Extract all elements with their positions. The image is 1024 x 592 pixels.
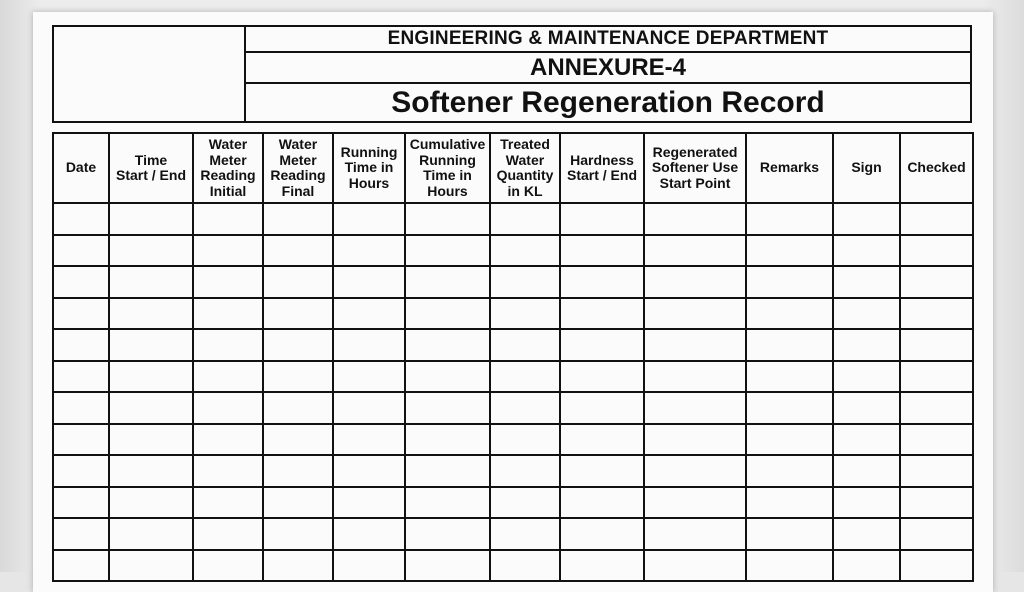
table-cell — [109, 298, 193, 330]
table-cell — [263, 266, 333, 298]
table-cell — [193, 518, 263, 550]
table-cell — [746, 361, 833, 393]
table-row — [53, 329, 973, 361]
table-cell — [193, 424, 263, 456]
table-cell — [746, 424, 833, 456]
table-cell — [405, 487, 490, 519]
table-cell — [405, 235, 490, 267]
table-cell — [53, 518, 109, 550]
table-cell — [53, 361, 109, 393]
table-cell — [746, 392, 833, 424]
table-cell — [644, 487, 746, 519]
table-cell — [746, 235, 833, 267]
table-cell — [833, 203, 900, 235]
table-cell — [644, 518, 746, 550]
table-row — [53, 455, 973, 487]
table-cell — [333, 361, 405, 393]
table-cell — [53, 392, 109, 424]
table-cell — [53, 203, 109, 235]
table-cell — [833, 266, 900, 298]
table-cell — [644, 329, 746, 361]
table-cell — [193, 329, 263, 361]
column-header-checked: Checked — [900, 133, 973, 203]
table-row — [53, 518, 973, 550]
table-cell — [644, 361, 746, 393]
table-cell — [109, 455, 193, 487]
table-cell — [263, 487, 333, 519]
table-cell — [405, 203, 490, 235]
table-cell — [405, 329, 490, 361]
table-cell — [109, 392, 193, 424]
table-cell — [900, 455, 973, 487]
column-header-running-time: Running Time in Hours — [333, 133, 405, 203]
table-cell — [109, 329, 193, 361]
table-cell — [109, 518, 193, 550]
table-cell — [644, 298, 746, 330]
column-header-hardness: Hardness Start / End — [560, 133, 644, 203]
table-row — [53, 266, 973, 298]
table-row — [53, 203, 973, 235]
department-name: ENGINEERING & MAINTENANCE DEPARTMENT — [246, 27, 970, 53]
table-cell — [405, 266, 490, 298]
table-cell — [833, 329, 900, 361]
table-cell — [193, 235, 263, 267]
table-cell — [833, 550, 900, 582]
form-header — [52, 25, 972, 123]
table-cell — [405, 424, 490, 456]
table-row — [53, 424, 973, 456]
table-cell — [109, 203, 193, 235]
table-cell — [405, 361, 490, 393]
table-cell — [263, 455, 333, 487]
table-cell — [833, 455, 900, 487]
table-cell — [490, 235, 560, 267]
annexure-label: ANNEXURE-4 — [246, 53, 970, 84]
table-cell — [263, 361, 333, 393]
table-cell — [746, 487, 833, 519]
table-cell — [644, 550, 746, 582]
table-cell — [193, 203, 263, 235]
column-header-remarks: Remarks — [746, 133, 833, 203]
table-row — [53, 298, 973, 330]
table-cell — [644, 235, 746, 267]
table-cell — [560, 298, 644, 330]
table-cell — [644, 203, 746, 235]
table-cell — [53, 329, 109, 361]
column-header-meter-final: Water Meter Reading Final — [263, 133, 333, 203]
table-cell — [746, 518, 833, 550]
table-cell — [109, 235, 193, 267]
table-cell — [53, 298, 109, 330]
table-row — [53, 487, 973, 519]
table-cell — [109, 424, 193, 456]
table-cell — [193, 298, 263, 330]
table-cell — [333, 455, 405, 487]
table-cell — [560, 266, 644, 298]
table-cell — [900, 235, 973, 267]
table-cell — [746, 455, 833, 487]
table-cell — [333, 266, 405, 298]
table-cell — [900, 266, 973, 298]
table-cell — [333, 424, 405, 456]
table-cell — [490, 361, 560, 393]
table-cell — [193, 550, 263, 582]
table-cell — [263, 329, 333, 361]
table-cell — [193, 487, 263, 519]
table-cell — [644, 392, 746, 424]
table-cell — [490, 298, 560, 330]
table-cell — [746, 203, 833, 235]
regeneration-record-table — [52, 132, 974, 582]
table-cell — [833, 235, 900, 267]
table-cell — [333, 235, 405, 267]
table-row — [53, 361, 973, 393]
table-cell — [333, 487, 405, 519]
table-cell — [263, 424, 333, 456]
table-cell — [560, 550, 644, 582]
table-cell — [333, 329, 405, 361]
table-cell — [560, 424, 644, 456]
table-cell — [833, 487, 900, 519]
column-header-sign: Sign — [833, 133, 900, 203]
column-header-treated-water: Treated Water Quantity in KL — [490, 133, 560, 203]
table-cell — [560, 329, 644, 361]
table-cell — [333, 392, 405, 424]
record-sheet — [33, 12, 993, 592]
table-cell — [333, 298, 405, 330]
column-header-meter-initial: Water Meter Reading Initial — [193, 133, 263, 203]
column-header-regenerated-softener: Regenerated Softener Use Start Point — [644, 133, 746, 203]
table-cell — [490, 392, 560, 424]
table-cell — [333, 203, 405, 235]
table-cell — [900, 518, 973, 550]
table-cell — [109, 550, 193, 582]
table-cell — [490, 203, 560, 235]
table-cell — [490, 266, 560, 298]
table-cell — [490, 424, 560, 456]
table-cell — [109, 266, 193, 298]
table-cell — [644, 424, 746, 456]
table-cell — [333, 550, 405, 582]
table-cell — [53, 266, 109, 298]
table-cell — [900, 424, 973, 456]
table-cell — [560, 455, 644, 487]
table-cell — [53, 235, 109, 267]
table-cell — [53, 550, 109, 582]
table-cell — [405, 298, 490, 330]
form-title: Softener Regeneration Record — [391, 85, 825, 119]
table-cell — [109, 487, 193, 519]
table-cell — [900, 361, 973, 393]
table-cell — [560, 203, 644, 235]
table-cell — [900, 392, 973, 424]
table-cell — [560, 392, 644, 424]
column-header-date: Date — [53, 133, 109, 203]
table-cell — [490, 487, 560, 519]
table-cell — [644, 266, 746, 298]
table-cell — [263, 518, 333, 550]
table-cell — [833, 518, 900, 550]
table-cell — [833, 298, 900, 330]
table-cell — [746, 550, 833, 582]
table-cell — [900, 329, 973, 361]
table-cell — [53, 424, 109, 456]
table-cell — [263, 392, 333, 424]
table-cell — [490, 455, 560, 487]
table-cell — [560, 487, 644, 519]
table-cell — [900, 298, 973, 330]
column-header-time: Time Start / End — [109, 133, 193, 203]
table-cell — [109, 361, 193, 393]
table-cell — [490, 329, 560, 361]
table-cell — [263, 550, 333, 582]
table-cell — [193, 455, 263, 487]
column-header-cumulative-time: Cumulative Running Time in Hours — [405, 133, 490, 203]
table-cell — [900, 550, 973, 582]
table-cell — [193, 266, 263, 298]
table-cell — [746, 329, 833, 361]
table-cell — [193, 361, 263, 393]
table-cell — [900, 203, 973, 235]
table-cell — [405, 455, 490, 487]
table-cell — [746, 266, 833, 298]
table-cell — [644, 455, 746, 487]
table-cell — [263, 235, 333, 267]
logo-cell — [54, 27, 246, 121]
table-cell — [833, 361, 900, 393]
table-cell — [490, 550, 560, 582]
table-cell — [560, 235, 644, 267]
table-row — [53, 235, 973, 267]
table-cell — [263, 203, 333, 235]
table-cell — [560, 518, 644, 550]
table-cell — [833, 392, 900, 424]
table-body — [53, 203, 973, 581]
table-cell — [490, 518, 560, 550]
table-cell — [53, 487, 109, 519]
table-cell — [405, 550, 490, 582]
table-cell — [263, 298, 333, 330]
table-row — [53, 392, 973, 424]
table-header-row — [53, 133, 973, 203]
table-cell — [405, 518, 490, 550]
table-cell — [193, 392, 263, 424]
table-cell — [900, 487, 973, 519]
table-row — [53, 550, 973, 582]
table-cell — [746, 298, 833, 330]
table-cell — [405, 392, 490, 424]
table-cell — [833, 424, 900, 456]
table-cell — [560, 361, 644, 393]
table-cell — [53, 455, 109, 487]
table-cell — [333, 518, 405, 550]
